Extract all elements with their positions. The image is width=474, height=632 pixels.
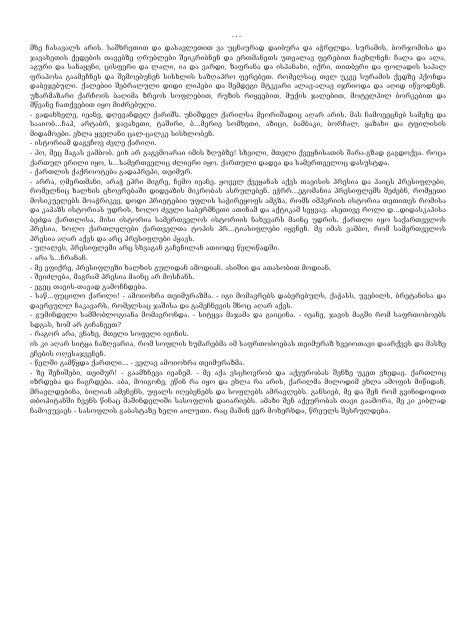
paragraph: - არრა, ღმერთმანი, არაჭ ეპრი მიგრე, ჩემო იეანე. ყოველ ქვეყანას აქვს თავისის პრესია და პაიცს პრესიფლები, რომელნიც ხალხის ცხოვრებაში დიდეაზის მიკრობას ასრულებენ. ეჭრრ...ეგომანია პრესიფლემს შეძებნ, რომყეთი მოსიკუელებს მოაჭრიკევ, დოდი პრიეტებიი უფლის საჭირეყოფს ამგზა, რომს იმპერიის ისტორია თეთითეს რომისა და კაპაზს ისტორიას უდრის, ხოლო ძველი საბერმნეთი ათინამ და აქტიკამ სეყვავ. ასეთივე როლი დ...დიდასკაპისა ბეძდა ქართლისა, მისი ისტორია სამერთველოს ისტორიის ნახევარს მაინც უდრის. ქართლი იყო საქართველოს პრესია, ხოლო ქართლელები ქართველთა ტოპის პრ...ტიასიფლები იყვნენ. მე იმას ვამბო, რომ სამერთველოს პრესია აღარ აქვს და არც პრესიფლები ჰყავს. [30, 177, 446, 243]
paragraph: - ზე შენიშები, თეიმურ! - გაამხნევა იეანემ. - მე აქა ვსცხოვრობ და აქეურობას შენზე უკეთ ვხედავ. ქართლიც იზრდება და ჩაგრდება. აბა, მოიგონე, ეწინ რა იყო და ეხლა რა არის, ქარილმა მილოდიმ ეხლა ამოფის მიწიდან, მრავლდებინა, ბილიან ამენენს, უფალს იღებენებს და სოფლებს ამრავლებს. განსიებ, მე და შენ რომ გვინიდოდით თბოპიტანში ჩვენს წინაც მაშინდელიში სასოფლის დაიარიებს. ამაზი შენ აქეურობას თავი გაამორა, მე კი კიბლად ჩამოვუვაეს - სასოფლის გაბასტაზე ხელი აილუთი. რაც მაშინ ვერ მოხერხდა, წრეულს შესრულდება. [30, 368, 446, 415]
paragraph: - ქართლის ქაქროოტება გადაპრეპი, თეიმურ. [30, 168, 193, 177]
page-marker: ... [231, 30, 243, 39]
paragraph: - ჰო, მეც მაგას ვამბობ. ეიხ არ გაგვმოარაი იმის ზღუბზე! სხვილი, მთელი ქვეყნისათის შარა-გზად გაგდოქეა. როცა ქართულ ერილი იყო, ს...სამერთველიც ძლიერი იყო. ქართული დადეა და სამერთველოც დასუსტდა. [30, 149, 446, 167]
paragraph: - გადახხელე, იეანე, დღევანდელ ქარიშს. უნიშდელ ქარილსა მეორიშადიც აღარ არის. მას ჩამოეეცნებ სამეხე და სააიობ...ჩაპ, არტაბრ, ჯავახეთი, ტაშირი, ბ...მერიე სომხეთი, აზიცი, ბამბაკი, ბორჩალ, ყაზახი და ტფილისის მიდამოები. ეხლა ყველანი ცალ-ცალკე სისხლობენ. [30, 110, 446, 138]
document-body [30, 44, 446, 416]
paragraph: მხე ჩასავალს არის. საშხრეთით და დასავლეთით ვა უცნაურად დაიბურა და აჭრელდა. სურამის, ბორჯომისა და ჯავახეთის ქედების თავებზე ღრუბლები შეიკრიბნენ და ერთმანეთს უთვალავ ფერებით ჩაეხლნენ: ჩალა და ალა, აგური და სანაყენი, ცისფერი და ლალი, ია და ვარდი, ზაფრანა და ისპანახი, იქრი, თითბერი და ფოლადის საპალ ფრაპოსა გაამეჩნეს და შემოებუნენ სისხლის საზღაპრო ფერებეთ. რომელსაც თვლ უკვე სურამის ქედზე პქონდა დაბეჯებული. ქალებიი შებრალული დიდი ლიპები და შემდეგი მტკვარი ალავ-ალავ იჯრიოდა და აღიდ იწვოდნენ. უზარმაზარი ქარჩოის ბაღიმა ზრეოს სოფლებით, რუზის რიყეებით, მუქის ჯალებით, მოტელპილ ბორკებით და მწვანე ჩათქვებით იყო მიძრებული. [30, 44, 446, 110]
paragraph: - გუმინდელი სამშობლოგიანა მომავრონდა. - სიტყვა მაჯამა და გაიცინა. - იეანე, ჯავის მაგში რომ საფრთობოებს სდგას, ხომ არ გიჩანვეთ? [30, 311, 446, 329]
paragraph: - ისტორიამ დაგვჩოვ ძვლე ქარიღი. [30, 139, 157, 148]
paragraph: - არა ს...ჩრანან. [30, 254, 89, 263]
paragraph: - შეიძლება, მაგრამ პრესია მაინც არ მოსჩანს. [30, 273, 195, 282]
paragraph: - ეგეც თავის-თავად გამოჩნდება. [30, 282, 148, 291]
paragraph: ის კი აღარ სიტყა ნაზღვარია, რომ სოფლის ხუმარებმა იმ საფრთობოებას თეიმურაზ ხვეიოთავი დაარქვეს და მასზე ეჩების ოღესაჯვენენ. [30, 339, 446, 358]
paragraph: - წელში გამწყდა ქართლი... - ველავ ამოიოხრა თეიმურაზმა. [30, 359, 245, 368]
paragraph: - რაგორ არა, ვნახე, მთელი სოფელი ივინის. [30, 330, 189, 339]
paragraph: - მე ვფიქრე, პრესიფლეზი ხალხის გულიდან ამოდიან. ასიშიი და ათასობით მოდიან. [30, 263, 332, 272]
paragraph: - ულალეს, პრესიფლემი არც სხვაგან გაჩენილან ათიოდე წელიწადში. [30, 244, 280, 253]
paragraph: - საწ...ფუცილო ქარილი! - ამოიოხრა თეიმურაზმა. - იგი მომავრებს დაბერებულს, ქაჭასს, უვებილს, ბრეტანისა და დაერეულლ ჩაკავარს, რომელსაც ჯაშისა და გამეჩნევის შნოც აღარ აქვს. [30, 292, 446, 310]
